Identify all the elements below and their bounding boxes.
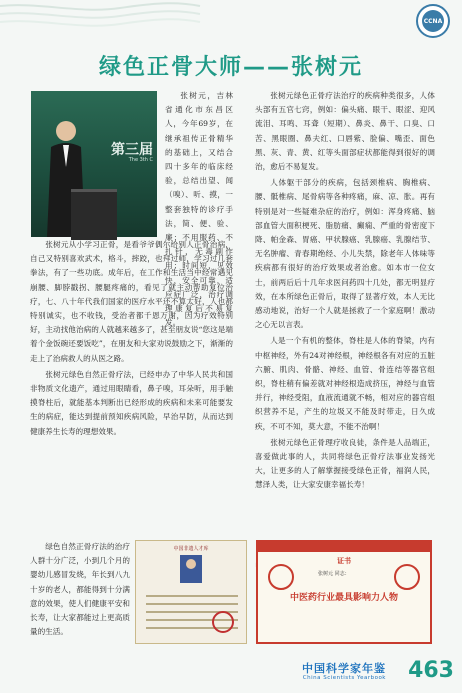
header-wave-decoration — [0, 0, 200, 40]
paragraph-head-diseases: 张树元绿色正骨疗法治疗的疾病种类很多，人体头部有五官七窍，例如：偏头痛、眼干、眼涩、迎风流泪、耳鸣、耳聋（短期）、鼻炎、鼻干、口臭、口苦、黑眼圈、鼻夫红、口唇紫、脸偏、嘴歪、面色黑、灰、青、黄、红等头面部症状都能得到很好的调治，愈后不易复发。 — [255, 91, 435, 172]
paragraph-heritage: 张树元绿色自然正骨疗法，已经申办了中华人民共和国非物质文化遗产，通过用眼睛看，鼻子嗅，耳朵听，用手触摸脊柱后，就能基本判断出已经形成的疾病和未来可能要发生的病症，能达到提前预知疾病风险，早治早防，从而达到健康养生长寿的理想效果。 — [30, 369, 233, 436]
portrait-photo — [31, 91, 157, 237]
certificate-left-header: 中国非遗人才库 — [173, 546, 209, 552]
paragraph-apprentices: 张树元绿色正骨理疗收良徒，条件是人品端正，喜爱做此事的人，共同将绿色正骨疗法事业发扬光大，让更多的人了解掌握接受绿色正骨，福润人民，慧泽人类，让大家安康幸福长寿！ — [255, 437, 435, 490]
journal-logo-text: CCNA — [422, 10, 444, 32]
certificate-ribbon — [258, 542, 430, 552]
left-column — [30, 238, 233, 439]
intro-paragraph-1: 张树元，吉林省通化市东昌区人，今年69岁，在继承祖传正骨精华的基础上，又结合四十多年的临床经验，总结出望、闻（嗅）、听、摸，一整套独特的诊疗手法，简、便、验、廉；不用服药、不扎针，无毒副作用；时间短，见效快，安全可靠，适应症广泛，治疗调理康复后不易复发。 — [165, 91, 233, 328]
right-column — [255, 89, 435, 493]
podium — [71, 189, 117, 240]
certificate-right-seal-icon — [394, 564, 420, 590]
certificate-influential-figure — [256, 540, 432, 644]
journal-logo — [416, 4, 450, 38]
paragraph-trunk-diseases: 人体躯干部分的疾病，包括颈椎病、胸椎病、腰、骶椎病、尾骨病等各种疼痛，麻、凉、胀。再有特别是对一些疑难杂症的治疗，例如：浑身疼痛、脑部血管大面积梗死、脂肪痛、癫痫、严重的骨密度下降、帕金森、胃癌、甲状腺癌、乳腺癌、乳腺结节、无名肿瘤、青春期绝经、小儿失禁，除老年人体味等疾病都有很好的治疗效果或者治愈。如本市一位女士，前两后后十几年求医问药四十几处，都无明显疗效，在本所绿色正骨后，取得了显著疗效，本人无比感动地说，治好一个人就是拯救了一个家庭啊！激动之心无以言表。 — [255, 178, 435, 330]
footer-subtitle: China Scientists Yearbook — [302, 675, 386, 681]
paragraph-treatment-groups — [30, 540, 130, 639]
stage-banner-subtext: The 3th C — [128, 157, 153, 163]
stage-banner-text: 第三届 — [111, 142, 153, 158]
certificate-left-seal-icon — [268, 564, 294, 590]
certificate-label: 证书 — [337, 557, 351, 565]
certificate-photo — [180, 555, 202, 583]
paragraph-learning: 张树元从小学习正骨，是看爷爷偶尔给别人正骨治病，自己又特别喜欢武术，格斗，摔跤，也拜过师，学习过几套拳法，有了一些功底。成年后，在工作和生活当中经常遇见崩腰、脚脖戳拐、腰腿疼痛的，看见了就主动帮助复位治疗，七、八十年代我们国家的医疗水平还不算太好，人也都特别诚实，也不收钱，受治者都千恩万谢，因为疗效特别好，主动找他治病的人就越来越多了，甚至朋友说“您这是端着个金饭碗还要饭吃”，在朋友和大家劝说鼓励之下，渐渐的走上了治病救人的从医之路。 — [30, 240, 233, 363]
page-number: 463 — [408, 658, 454, 683]
footer-brand: 中国科学家年鉴 — [302, 662, 386, 675]
certificate-seal-icon — [212, 611, 234, 633]
paragraph-spine: 人是一个有机的整体，脊柱是人体的脊梁，内有中枢神经，外有24对神经根，神经根各有对应的五脏六腑、肌肉、骨骼、神经、血管、骨连结等器官组织，脊柱稍有偏差就对神经根造成挤压，神经与血管并行，神经受阻，血液流通就不畅，相对应的器官组织营养不足，产生的垃圾又不能及时带走，日久成疾，不可不知，莫大意，不能不治啊！ — [255, 336, 435, 431]
certificate-recipient: 张树元 同志： — [318, 571, 350, 577]
intro-text-beside-photo — [165, 89, 233, 328]
paragraph-treatment-groups-text: 绿色自然正骨疗法的治疗人群十分广泛，小到几个月的婴幼儿感冒发烧，年长到八九十岁的老人，都能得到十分满意的效果，使人们健康平安和长寿，让大家都能过上更高质量的生活。 — [30, 542, 130, 637]
certificate-talent-pool — [135, 540, 247, 644]
page-title: 绿色正骨大师——张树元 — [98, 55, 363, 80]
certificate-award-title: 中医药行业最具影响力人物 — [289, 593, 398, 603]
